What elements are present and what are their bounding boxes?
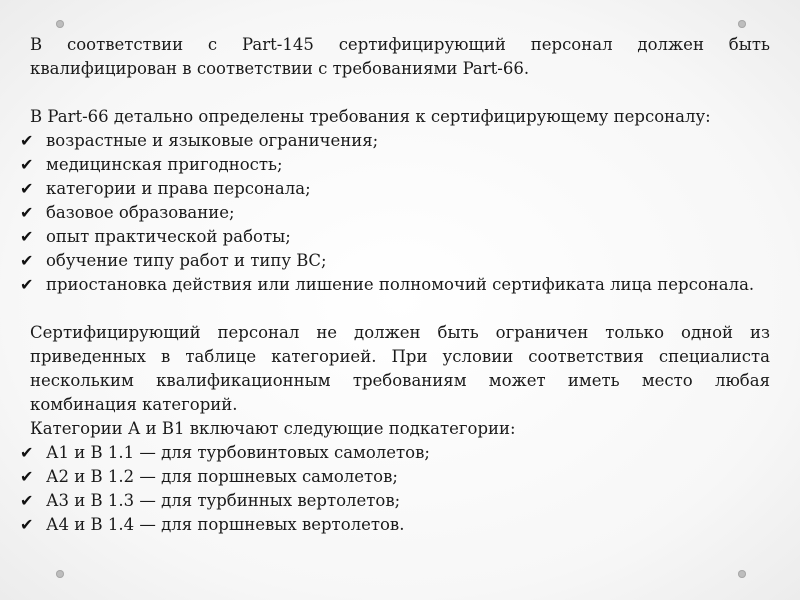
- list-item: ✔ приостановка действия или лишение полномочий сертификата лица персонала.: [20, 273, 770, 297]
- checkmark-icon: ✔: [20, 203, 34, 222]
- list-item: ✔ возрастные и языковые ограничения;: [20, 129, 770, 153]
- checkmark-icon: ✔: [20, 491, 34, 510]
- list-item: ✔ обучение типу работ и типу ВС;: [20, 249, 770, 273]
- list-item: ✔ базовое образование;: [20, 201, 770, 225]
- slide-body: [20, 33, 770, 537]
- checkmark-icon: ✔: [20, 275, 34, 294]
- list-item: ✔ А2 и В 1.2 — для поршневых самолетов;: [20, 465, 770, 489]
- list-item: ✔ А4 и В 1.4 — для поршневых вертолетов.: [20, 513, 770, 537]
- checkmark-icon: ✔: [20, 443, 34, 462]
- checkmark-icon: ✔: [20, 155, 34, 174]
- corner-dot-bottom-left: [56, 570, 64, 578]
- checkmark-icon: ✔: [20, 131, 34, 150]
- checkmark-icon: ✔: [20, 179, 34, 198]
- checkmark-icon: ✔: [20, 467, 34, 486]
- corner-dot-bottom-right: [738, 570, 746, 578]
- checkmark-icon: ✔: [20, 251, 34, 270]
- list-item: ✔ медицинская пригодность;: [20, 153, 770, 177]
- requirements-heading: В Part-66 детально определены требования к сертифицирующему персоналу:: [30, 107, 711, 126]
- requirements-list: [20, 129, 770, 297]
- checkmark-icon: ✔: [20, 515, 34, 534]
- subcategories-heading: Категории А и В1 включают следующие подкатегории:: [30, 419, 516, 438]
- subcategories-list: [20, 441, 770, 537]
- corner-dot-top-left: [56, 20, 64, 28]
- intro-paragraph: В соответствии с Part-145 сертифицирующий персонал должен быть квалифицирован в соответствии с требованиями Part-66.: [30, 35, 770, 78]
- combination-paragraph: Сертифицирующий персонал не должен быть ограничен только одной из приведенных в таблице категорией. При условии соответствия специалиста нескольким квалификационным требованиям может иметь место любая комбинация категорий.: [30, 323, 770, 414]
- list-item: ✔ опыт практической работы;: [20, 225, 770, 249]
- list-item: ✔ категории и права персонала;: [20, 177, 770, 201]
- list-item: ✔ А3 и В 1.3 — для турбинных вертолетов;: [20, 489, 770, 513]
- list-item: ✔ А1 и В 1.1 — для турбовинтовых самолетов;: [20, 441, 770, 465]
- checkmark-icon: ✔: [20, 227, 34, 246]
- corner-dot-top-right: [738, 20, 746, 28]
